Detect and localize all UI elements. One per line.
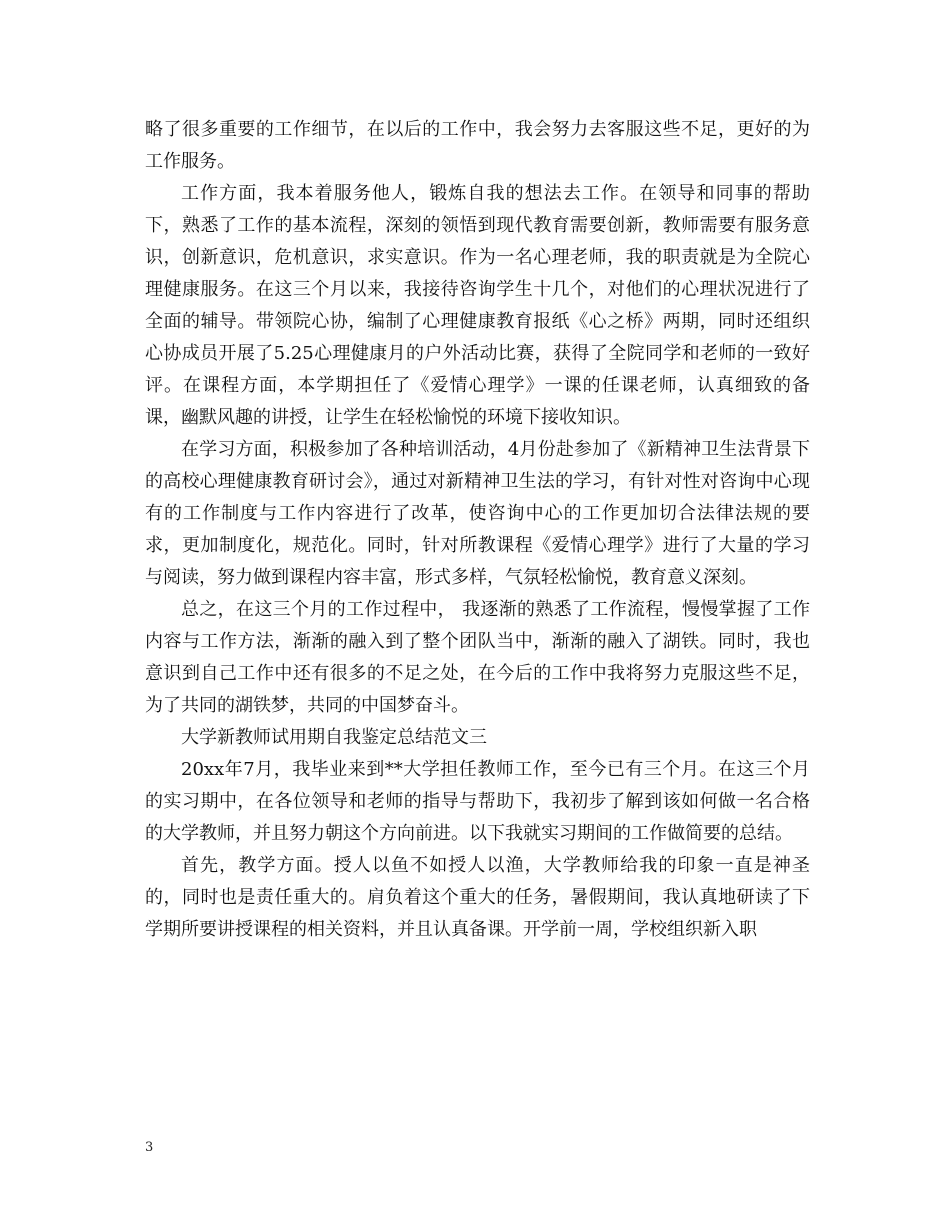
paragraph: 20xx年7月，我毕业来到**大学担任教师工作，至今已有三个月。在这三个月的实习期中，在各位领导和老师的指导与帮助下，我初步了解到该如何做一名合格的大学教师，并且努力朝这个方向前进。以下我就实习期间的工作做简要的总结。 [145, 759, 810, 844]
paragraph: 总之，在这三个月的工作过程中， 我逐渐的熟悉了工作流程，慢慢掌握了工作内容与工作方法，渐渐的融入到了整个团队当中，渐渐的融入了湖铁。同时，我也意识到自己工作中还有很多的不足之处，在今后的工作中我将努力克服这些不足，为了共同的湖铁梦，共同的中国梦奋斗。 [145, 599, 810, 716]
document-body [145, 114, 810, 946]
paragraph: 略了很多重要的工作细节，在以后的工作中，我会努力去客服这些不足，更好的为工作服务。 [145, 119, 810, 172]
paragraph: 工作方面，我本着服务他人，锻炼自我的想法去工作。在领导和同事的帮助下，熟悉了工作的基本流程，深刻的领悟到现代教育需要创新，教师需要有服务意识，创新意识，危机意识，求实意识。作为一名心理老师，我的职责就是为全院心理健康服务。在这三个月以来，我接待咨询学生十几个，对他们的心理状况进行了全面的辅导。带领院心协，编制了心理健康教育报纸《心之桥》两期，同时还组织心协成员开展了5.25心理健康月的户外活动比赛，获得了全院同学和老师的一致好评。在课程方面，本学期担任了《爱情心理学》一课的任课老师，认真细致的备课，幽默风趣的讲授，让学生在轻松愉悦的环境下接收知识。 [145, 183, 810, 428]
section-heading: 大学新教师试用期自我鉴定总结范文三 [181, 727, 487, 748]
paragraph: 在学习方面，积极参加了各种培训活动，4月份赴参加了《新精神卫生法背景下的高校心理健康教育研讨会》，通过对新精神卫生法的学习，有针对性对咨询中心现有的工作制度与工作内容进行了改革，使咨询中心的工作更加切合法律法规的要求，更加制度化，规范化。同时，针对所教课程《爱情心理学》进行了大量的学习与阅读，努力做到课程内容丰富，形式多样，气氛轻松愉悦，教育意义深刻。 [145, 439, 810, 588]
page-number: 3 [145, 1140, 154, 1155]
paragraph: 首先，教学方面。授人以鱼不如授人以渔，大学教师给我的印象一直是神圣的，同时也是责任重大的。肩负着这个重大的任务，暑假期间，我认真地研读了下学期所要讲授课程的相关资料，并且认真备课。开学前一周，学校组织新入职 [145, 855, 810, 940]
